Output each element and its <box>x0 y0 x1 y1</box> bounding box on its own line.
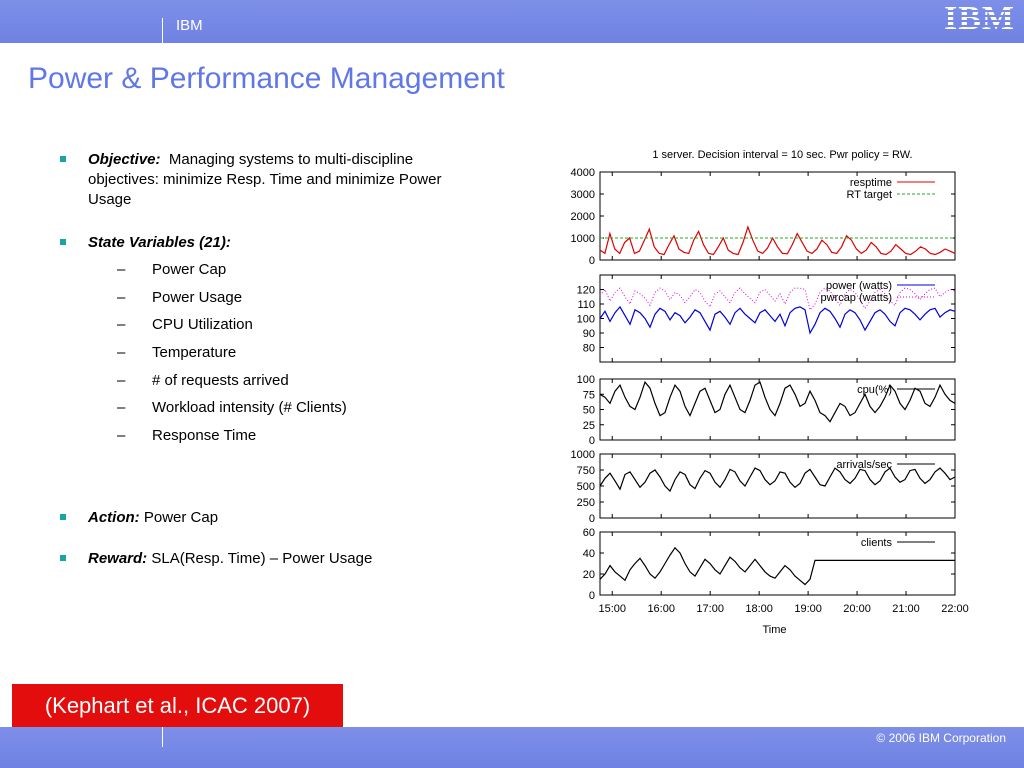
series-line-power-watts- <box>600 307 955 333</box>
dash-marker: – <box>117 344 126 361</box>
legend-label: pwrcap (watts) <box>820 292 892 304</box>
dash-marker: – <box>117 399 126 416</box>
y-tick-label: 100 <box>576 374 595 386</box>
series-line-cpu- <box>600 382 955 422</box>
reward-text: SLA(Resp. Time) – Power Usage <box>151 550 373 567</box>
series-line-pwrcap-watts- <box>600 288 955 310</box>
dash-marker: – <box>117 289 126 306</box>
x-tick-label: 16:00 <box>647 603 675 615</box>
header-brand: IBM <box>176 17 203 34</box>
state-item-label: # of requests arrived <box>152 372 289 389</box>
y-tick-label: 110 <box>577 299 595 311</box>
y-tick-label: 1000 <box>570 233 595 245</box>
legend-label: resptime <box>849 177 892 189</box>
y-tick-label: 1000 <box>570 449 595 461</box>
state-item-label: Power Usage <box>152 289 243 306</box>
series-line-clients <box>600 548 955 585</box>
dash-marker: – <box>117 316 126 333</box>
chart-title: 1 server. Decision interval = 10 sec. Pwr policy = RW. <box>652 149 913 161</box>
state-item-label: Response Time <box>152 427 257 444</box>
reward-label: Reward: <box>88 550 148 567</box>
y-tick-label: 750 <box>576 465 595 477</box>
y-tick-label: 500 <box>576 481 595 493</box>
state-item-label: Workload intensity (# Clients) <box>152 399 347 416</box>
y-tick-label: 50 <box>582 404 595 417</box>
x-tick-label: 17:00 <box>696 603 724 615</box>
bullet-marker <box>60 514 66 520</box>
y-tick-label: 40 <box>582 548 595 560</box>
header-bar <box>0 0 1024 43</box>
panel-frame <box>600 532 955 595</box>
y-tick-label: 120 <box>576 284 595 297</box>
x-tick-label: 21:00 <box>892 603 920 615</box>
footer-divider <box>162 727 163 747</box>
action-text: Power Cap <box>143 509 219 526</box>
y-tick-label: 20 <box>582 569 595 581</box>
state-item-label: CPU Utilization <box>152 316 253 333</box>
y-tick-label: 60 <box>582 527 595 539</box>
x-tick-label: 20:00 <box>843 603 871 615</box>
footer-bar <box>0 727 1024 768</box>
x-tick-label: 18:00 <box>745 603 773 615</box>
y-tick-label: 0 <box>588 590 595 602</box>
legend-label: RT target <box>846 189 892 201</box>
legend-label: power (watts) <box>825 280 892 292</box>
y-tick-label: 2000 <box>570 211 595 223</box>
x-tick-label: 22:00 <box>941 603 969 615</box>
x-tick-label: 15:00 <box>598 603 627 615</box>
bullet-objective-text <box>88 150 468 210</box>
bullet-reward-text <box>88 549 468 569</box>
objective-label: Objective: <box>88 151 161 168</box>
bullet-marker <box>60 239 66 245</box>
legend-label: arrivals/sec <box>836 459 892 471</box>
objective-text: Managing systems to multi-discipline objectives: minimize Resp. Time and minimize Power Usage <box>88 151 442 208</box>
legend-label: clients <box>860 537 892 549</box>
state-item-label: Power Cap <box>152 261 227 278</box>
y-tick-label: 0 <box>588 513 595 525</box>
slide-title: Power & Performance Management <box>28 62 505 95</box>
bullet-state-text <box>88 233 468 253</box>
series-line-arrivals-sec <box>600 468 955 491</box>
ibm-logo: IBM <box>944 0 1015 37</box>
state-label: State Variables (21): <box>88 234 231 251</box>
dash-marker: – <box>117 372 126 389</box>
bullet-marker <box>60 555 66 561</box>
dash-marker: – <box>117 261 126 278</box>
y-tick-label: 3000 <box>570 189 595 201</box>
header-divider <box>162 18 163 43</box>
y-tick-label: 0 <box>588 435 595 447</box>
dash-marker: – <box>117 427 126 444</box>
legend-label: cpu(%) <box>857 384 892 396</box>
x-tick-label: 19:00 <box>794 603 822 615</box>
x-axis-label: Time <box>762 624 787 636</box>
state-item-label: Temperature <box>152 344 237 361</box>
action-label: Action: <box>88 509 140 526</box>
y-tick-label: 100 <box>576 313 595 326</box>
y-tick-label: 90 <box>582 328 595 340</box>
y-tick-label: 75 <box>582 389 595 402</box>
bullet-action-text <box>88 508 468 528</box>
series-line-resptime <box>600 227 955 255</box>
bullet-marker <box>60 156 66 162</box>
y-tick-label: 25 <box>582 419 595 432</box>
y-tick-label: 80 <box>582 342 595 355</box>
y-tick-label: 250 <box>576 497 595 509</box>
performance-chart <box>555 142 980 640</box>
copyright-text: © 2006 IBM Corporation <box>876 731 1006 745</box>
y-tick-label: 4000 <box>570 167 595 179</box>
y-tick-label: 0 <box>588 255 595 267</box>
citation-box: (Kephart et al., ICAC 2007) <box>12 684 343 727</box>
